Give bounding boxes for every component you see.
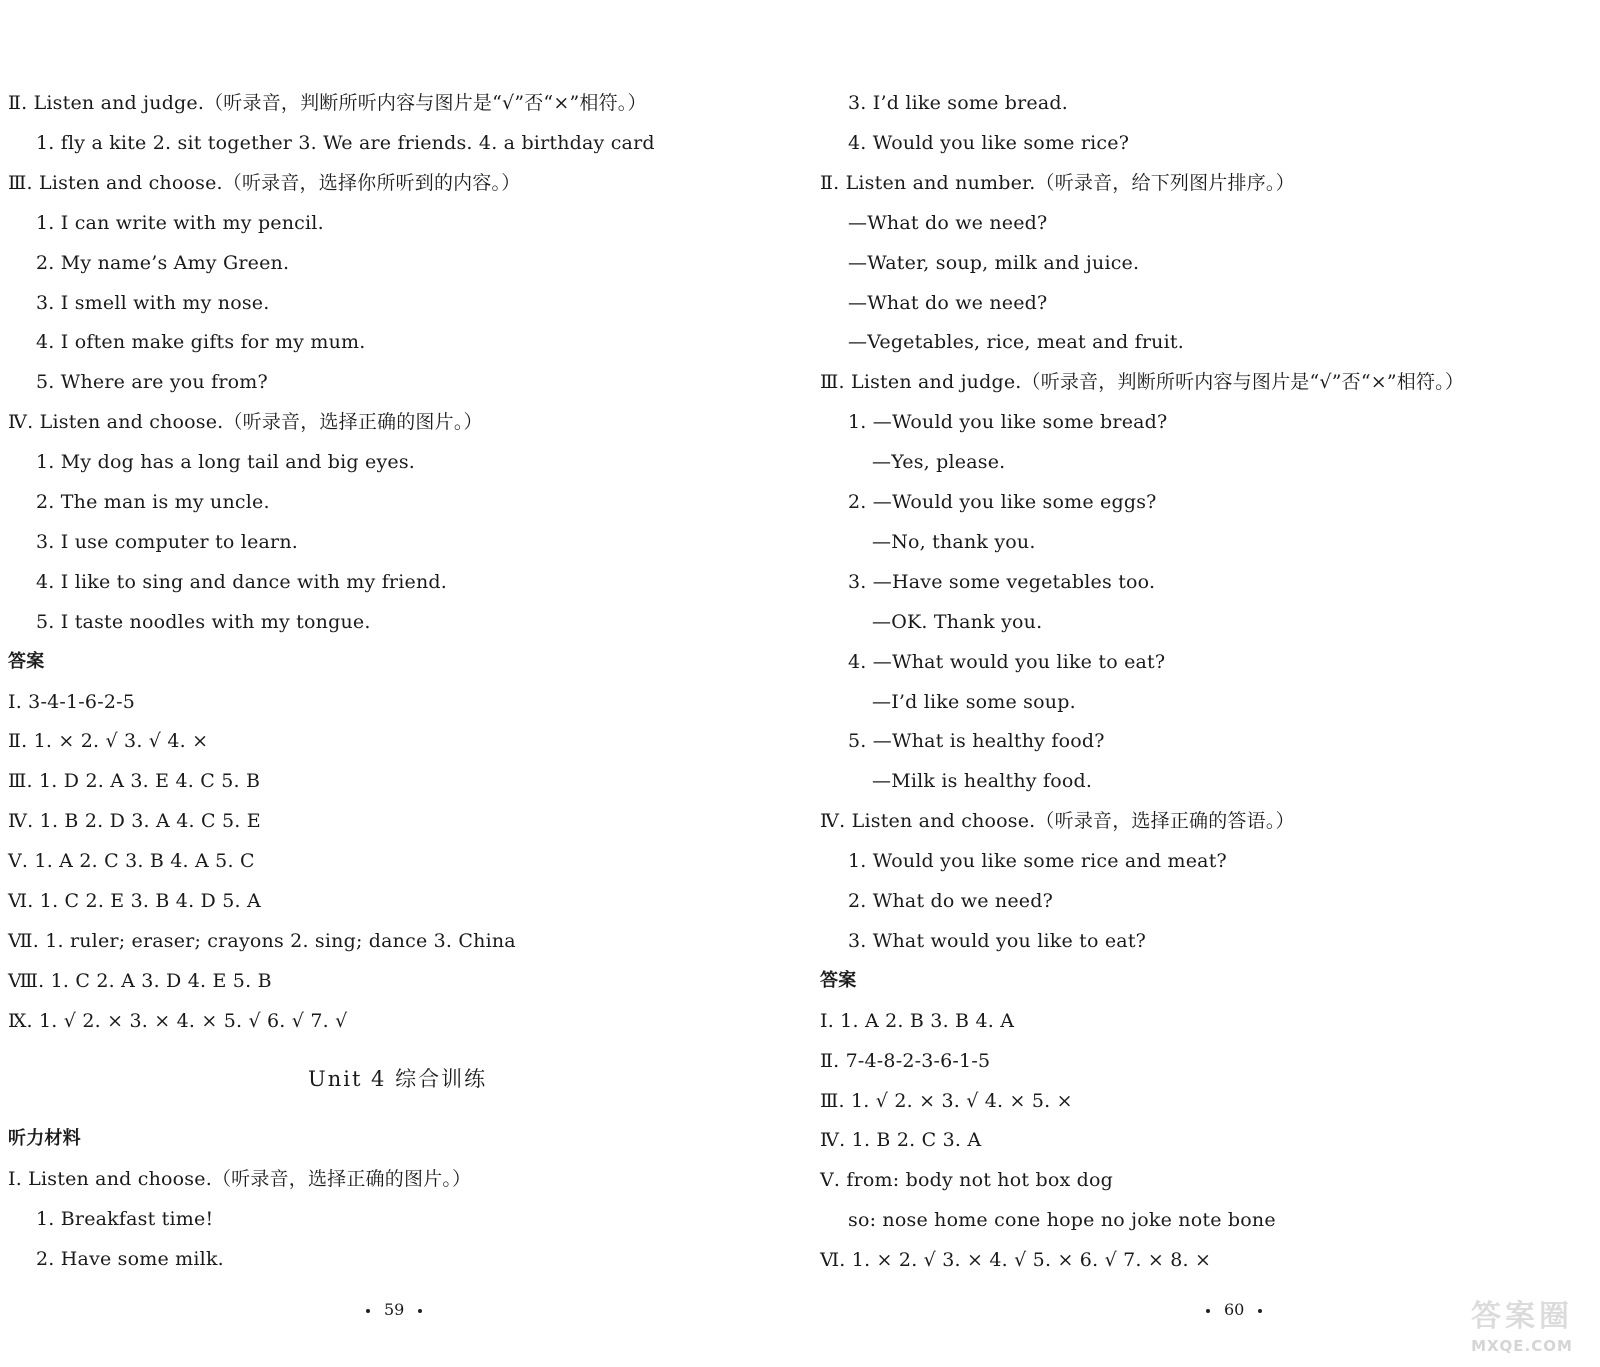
text-line: Ⅷ. 1. C 2. A 3. D 4. E 5. B [8,969,272,992]
text-line: —Water, soup, milk and juice. [848,251,1140,274]
text-line: 2. The man is my uncle. [36,491,270,513]
text-line: Ⅸ. 1. √ 2. × 3. × 4. × 5. √ 6. √ 7. √ [8,1009,348,1032]
text-line: —OK. Thank you. [872,610,1043,633]
section-label: 答案 [820,969,857,991]
text-line: 4. Would you like some rice? [848,131,1130,154]
page-number [1192,1300,1276,1319]
text-line: 1. Would you like some rice and meat? [848,850,1227,873]
text-line: —I’d like some soup. [872,690,1076,713]
text-line: Ⅳ. 1. B 2. C 3. A [820,1129,982,1152]
text-line: Ⅲ. Listen and choose.（听录音，选择你所听到的内容。） [8,171,521,194]
text-line: —Milk is healthy food. [872,770,1093,793]
text-line: —What do we need? [848,211,1048,234]
text-line: Ⅶ. 1. ruler; eraser; crayons 2. sing; dance 3. China [8,929,516,952]
text-line: 3. —Have some vegetables too. [848,570,1156,593]
text-line: 3. I smell with my nose. [36,291,270,314]
text-line: Ⅵ. 1. C 2. E 3. B 4. D 5. A [8,890,261,912]
text-line: —Vegetables, rice, meat and fruit. [848,331,1184,354]
text-line: Ⅰ. 1. A 2. B 3. B 4. A [820,1009,1015,1032]
text-line: Ⅴ. 1. A 2. C 3. B 4. A 5. C [8,850,255,873]
text-line: Ⅱ. Listen and number.（听录音，给下列图片排序。） [820,171,1295,194]
text-line: 5. Where are you from? [36,371,268,394]
text-line: 3. I use computer to learn. [36,530,299,553]
text-line: 1. I can write with my pencil. [36,211,324,234]
text-line: 4. I often make gifts for my mum. [36,331,366,354]
text-line: —Yes, please. [872,451,1006,474]
section-label: 答案 [8,650,45,672]
text-line: 2. Have some milk. [36,1247,224,1270]
text-line: 1. My dog has a long tail and big eyes. [36,451,416,474]
text-line: 4. I like to sing and dance with my friend. [36,570,447,593]
text-line: 3. What would you like to eat? [848,929,1147,952]
text-line: Ⅱ. Listen and judge.（听录音，判断所听内容与图片是“√”否“×”相符。） [8,92,647,114]
text-line: 1. Breakfast time! [36,1207,214,1230]
text-line: 1. —Would you like some bread? [848,411,1168,434]
watermark-logo [1452,1291,1592,1355]
text-line: Ⅲ. 1. √ 2. × 3. √ 4. × 5. × [820,1089,1073,1112]
page-number-text: 60 [1224,1300,1245,1319]
text-line: Ⅵ. 1. × 2. √ 3. × 4. √ 5. × 6. √ 7. × 8. × [820,1249,1212,1272]
text-line: Ⅴ. from: body not hot box dog [820,1169,1113,1192]
text-line: so: nose home cone hope no joke note bone [848,1209,1276,1232]
text-line: 1. fly a kite 2. sit together 3. We are friends. 4. a birthday card [36,131,655,154]
page-number-text: 59 [384,1300,405,1319]
watermark-text: MXQE.COM [1471,1337,1573,1355]
watermark-mark: 答案圈 [1471,1299,1573,1334]
text-line: —What do we need? [848,291,1048,314]
text-line: 2. —Would you like some eggs? [848,491,1157,513]
text-line: 5. —What is healthy food? [848,730,1105,753]
text-line: Ⅳ. Listen and choose.（听录音，选择正确的答语。） [820,810,1295,833]
unit-title: Unit 4 综合训练 [308,1067,488,1091]
text-line: Ⅰ. 3-4-1-6-2-5 [8,690,136,713]
text-line: —No, thank you. [872,530,1036,553]
text-line: 2. My name’s Amy Green. [36,251,290,274]
text-line: Ⅲ. 1. D 2. A 3. E 4. C 5. B [8,770,261,793]
text-line: 4. —What would you like to eat? [848,650,1166,673]
listening-material-label: 听力材料 [8,1128,81,1149]
text-line: Ⅱ. 1. × 2. √ 3. √ 4. × [8,730,209,753]
page-number [352,1300,436,1319]
text-line: Ⅳ. Listen and choose.（听录音，选择正确的图片。） [8,411,483,434]
text-line: 3. I’d like some bread. [848,92,1068,114]
text-line: Ⅱ. 7-4-8-2-3-6-1-5 [820,1049,991,1072]
text-line: 2. What do we need? [848,890,1053,912]
text-line: Ⅲ. Listen and judge.（听录音，判断所听内容与图片是“√”否“×”相符。） [820,371,1465,394]
text-line: 5. I taste noodles with my tongue. [36,610,371,633]
text-line: Ⅰ. Listen and choose.（听录音，选择正确的图片。） [8,1168,472,1190]
text-line: Ⅳ. 1. B 2. D 3. A 4. C 5. E [8,810,261,833]
